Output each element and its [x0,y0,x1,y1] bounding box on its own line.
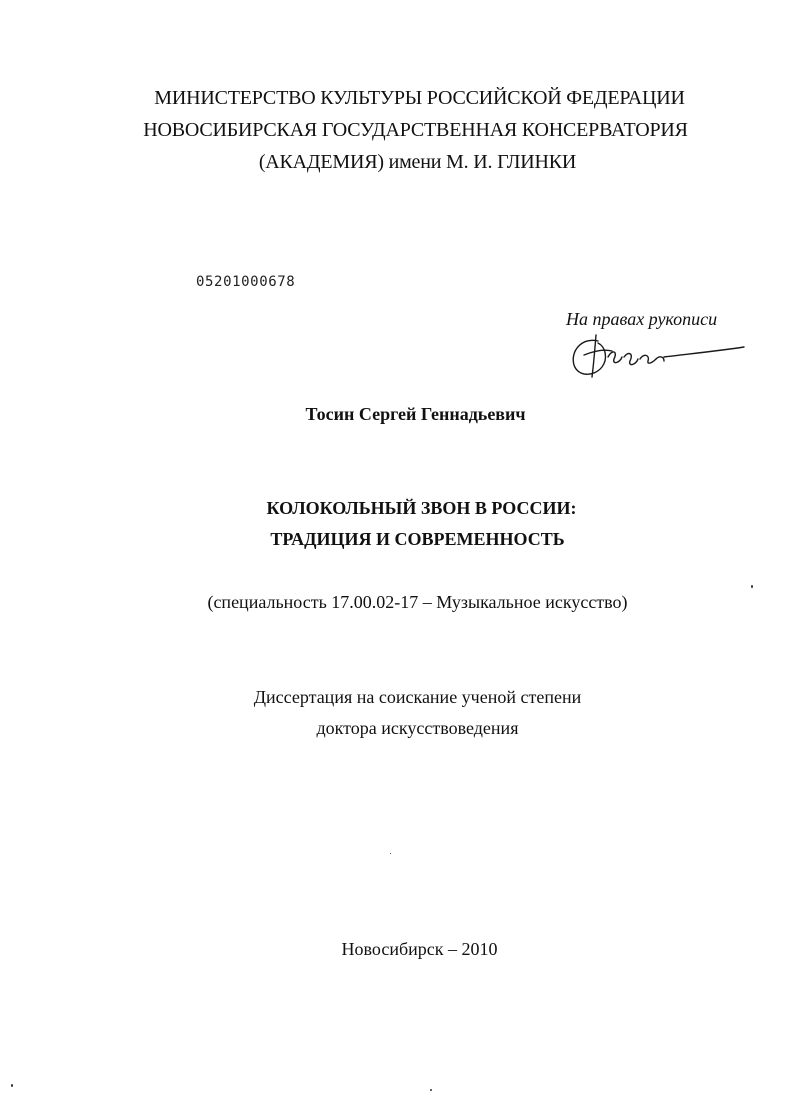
scan-speck [430,1089,432,1091]
handwritten-signature [568,327,748,383]
place-year: Новосибирск – 2010 [341,939,498,959]
author-name: Тосин Сергей Геннадьевич [305,404,526,424]
dissertation-title-line1: КОЛОКОЛЬНЫЙ ЗВОН В РОССИИ: [266,498,577,518]
specialty-line: (специальность 17.00.02-17 – Музыкальное искусство) [207,592,628,612]
archive-number: 05201000678 [196,274,296,290]
academy-heading: (АКАДЕМИЯ) имени М. И. ГЛИНКИ [258,151,577,173]
scan-speck [390,853,391,854]
ministry-heading: МИНИСТЕРСТВО КУЛЬТУРЫ РОССИЙСКОЙ ФЕДЕРАЦИИ [154,87,685,109]
conservatory-heading: НОВОСИБИРСКАЯ ГОСУДАРСТВЕННАЯ КОНСЕРВАТОРИЯ [143,119,688,141]
dissertation-title-line2: ТРАДИЦИЯ И СОВРЕМЕННОСТЬ [270,529,565,549]
degree-line2: доктора искусствоведения [316,718,519,738]
manuscript-rights-note: На правах рукописи [566,309,718,329]
scan-speck [11,1084,13,1087]
degree-line1: Диссертация на соискание ученой степени [253,687,582,707]
scan-speck [751,585,753,588]
